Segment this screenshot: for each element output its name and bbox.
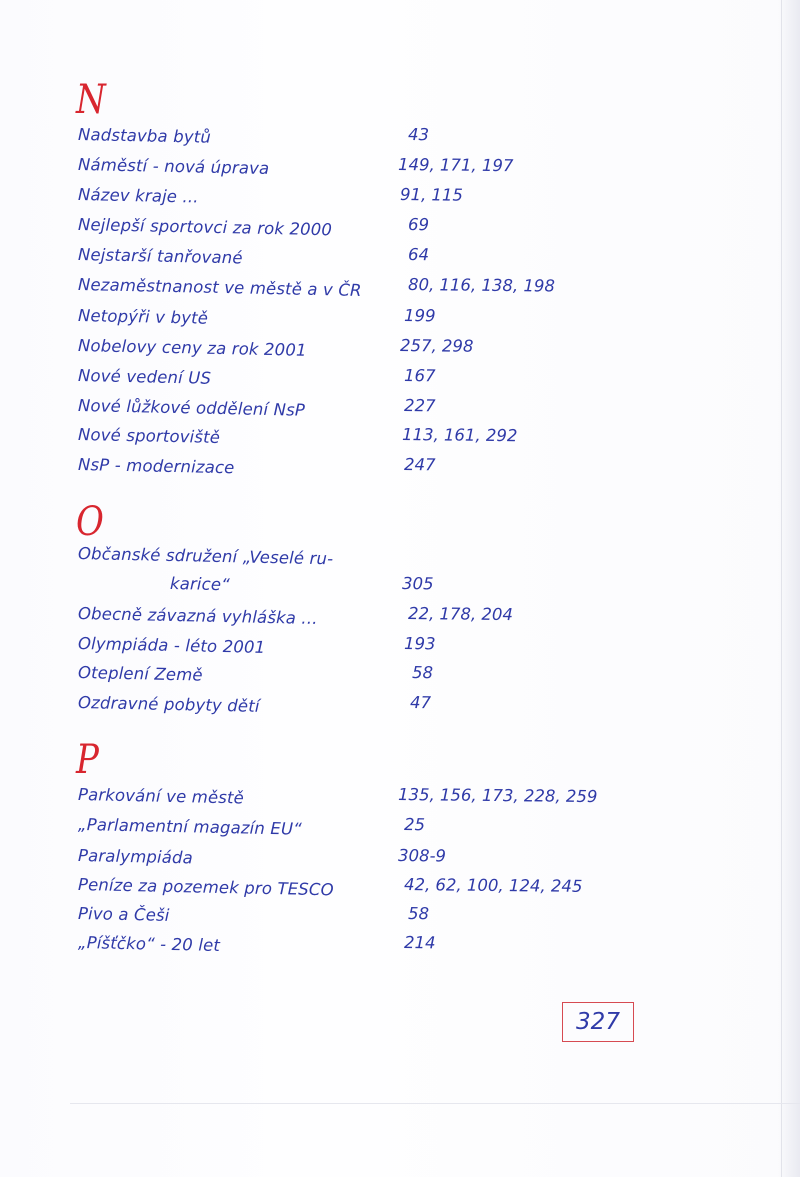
index-entry (0, 845, 800, 871)
index-pages: 214 (403, 933, 436, 953)
index-pages: 167 (403, 366, 436, 386)
index-term: Netopýři v bytě (77, 306, 209, 328)
index-pages: 308-9 (397, 846, 447, 866)
index-entry (0, 365, 800, 391)
index-term: „Píšťčko“ - 20 let (77, 933, 221, 955)
index-pages: 69 (407, 215, 430, 235)
index-entry (0, 932, 800, 958)
index-entry (0, 633, 800, 659)
index-entry (0, 424, 800, 450)
index-entry (0, 874, 800, 900)
index-term: Parkování ve městě (77, 785, 245, 808)
index-term: Nobelovy ceny za rok 2001 (77, 336, 307, 360)
index-term: NsP - modernizace (77, 455, 235, 478)
index-pages: 199 (403, 306, 436, 326)
index-term: Olympiáda - léto 2001 (77, 634, 266, 657)
index-pages: 113, 161, 292 (401, 425, 518, 446)
index-pages: 64 (407, 245, 430, 265)
index-entry (0, 662, 800, 688)
index-pages: 58 (407, 904, 430, 924)
index-term: Nejstarší tanřované (77, 245, 243, 268)
index-entry (0, 814, 800, 840)
index-term: Nové sportoviště (77, 425, 221, 447)
index-entry (0, 454, 800, 480)
index-term: Ozdravné pobyty dětí (77, 693, 260, 716)
index-entry (0, 395, 800, 421)
index-pages: 227 (403, 396, 436, 416)
index-entry (0, 573, 800, 599)
index-entry (0, 244, 800, 270)
index-pages: 47 (409, 693, 432, 713)
index-entry (0, 305, 800, 331)
index-term: Nadstavba bytů (77, 125, 212, 147)
page-number: 327 (576, 1009, 620, 1035)
index-term: Paralympiáda (77, 846, 194, 868)
index-term: Nezaměstnanost ve městě a v ČR (77, 275, 362, 300)
index-term: Nové lůžkové oddělení NsP (77, 396, 306, 420)
index-entry (0, 184, 800, 210)
index-entry (0, 692, 800, 718)
index-term: Náměstí - nová úprava (77, 155, 270, 179)
index-term: Peníze za pozemek pro TESCO (77, 875, 334, 900)
index-pages: 305 (401, 574, 434, 594)
section-letter-o: O (76, 499, 104, 545)
index-term: Pivo a Češi (77, 904, 170, 925)
index-pages: 22, 178, 204 (407, 604, 514, 625)
index-pages: 80, 116, 138, 198 (407, 275, 556, 296)
index-term: karice“ (169, 574, 231, 595)
index-term: Obecně závazná vyhláška ... (77, 604, 318, 629)
section-letter-p: P (76, 737, 99, 783)
index-pages: 149, 171, 197 (397, 155, 514, 176)
index-term: Název kraje ... (77, 185, 199, 207)
index-term: Nové vedení US (77, 366, 212, 388)
index-term: Občanské sdružení „Veselé ru- (77, 544, 334, 569)
index-pages: 193 (403, 634, 436, 654)
index-pages: 43 (407, 125, 430, 145)
index-entry (0, 274, 800, 300)
index-pages: 58 (411, 663, 434, 683)
index-pages: 91, 115 (399, 185, 464, 205)
index-pages: 42, 62, 100, 124, 245 (403, 875, 583, 896)
index-pages: 257, 298 (399, 336, 474, 356)
section-letter-n: N (76, 77, 106, 123)
index-entry (0, 603, 800, 629)
bottom-edge-line (70, 1103, 800, 1104)
index-entry (0, 784, 800, 810)
index-term: Oteplení Země (77, 663, 203, 685)
index-term: Nejlepší sportovci za rok 2000 (77, 215, 333, 240)
index-entry (0, 335, 800, 361)
index-entry (0, 154, 800, 180)
index-pages: 135, 156, 173, 228, 259 (397, 785, 598, 807)
index-entry (0, 903, 800, 929)
page-number-box (562, 1002, 634, 1042)
index-pages: 25 (403, 815, 426, 835)
index-entry (0, 214, 800, 240)
index-entry (0, 124, 800, 150)
index-term: „Parlamentní magazín EU“ (77, 815, 303, 839)
index-entry (0, 543, 800, 569)
index-pages: 247 (403, 455, 436, 475)
